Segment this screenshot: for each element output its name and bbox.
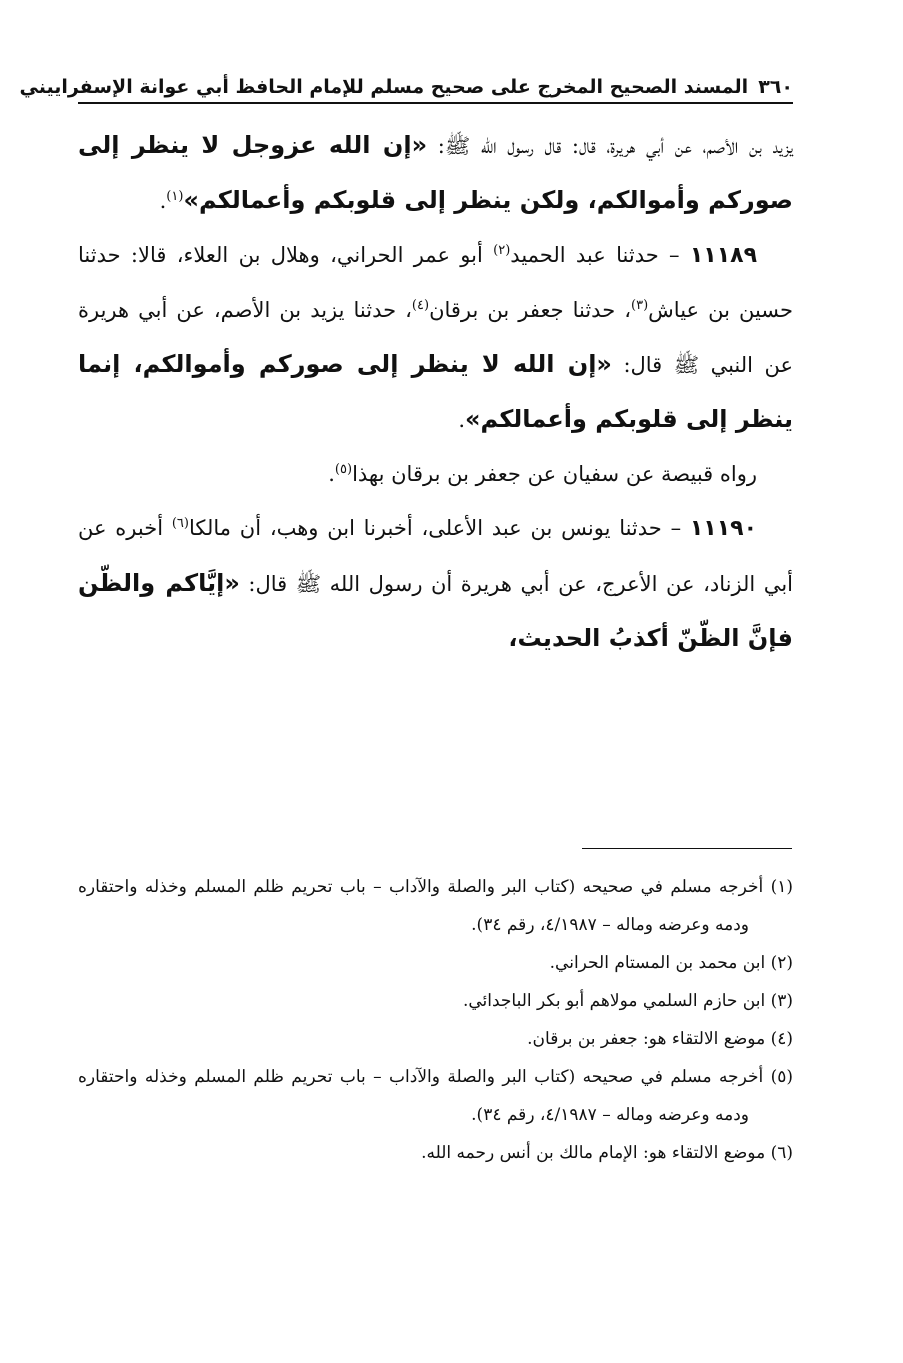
punctuation: . [328, 462, 335, 486]
page-number: ٣٦٠ [758, 76, 793, 98]
punctuation: . [159, 189, 167, 213]
running-header [19, 60, 793, 104]
paragraph-3 [78, 447, 793, 501]
footnote-3: (٣) ابن حازم السلمي مولاهم أبو بكر الباجدائي. [462, 991, 793, 1011]
hadith-quote: «إن الله عزوجل لا ينظر إلى صوركم وأموالكم، ولكن ينظر إلى قلوبكم وأعمالكم» [78, 131, 793, 214]
footnote-ref: (٤) [411, 298, 430, 313]
paragraph-4 [78, 501, 793, 666]
main-text [78, 118, 793, 666]
footnotes [78, 868, 793, 1172]
footnote-ref: (٦) [171, 516, 189, 531]
narration-text: أخبره عن أبي الزناد، عن الأعرج، عن أبي هريرة أن رسول الله ﷺ قال: [78, 516, 793, 596]
hadith-quote: «إن الله لا ينظر إلى صوركم وأموالكم، إنما ينظر إلى قلوبكم وأعمالكم» [78, 350, 793, 433]
footnote-2: (٢) ابن محمد بن المستام الحراني. [549, 953, 793, 973]
hadith-number: ١١١٨٩ [689, 243, 757, 268]
narration-text: – حدثنا عبد الحميد [510, 243, 690, 267]
hadith-number: ١١١٩٠ [689, 516, 757, 541]
narration-text: أبو عمر الحراني، وهلال بن العلاء، قالا: حدثنا حسين بن عياش [78, 243, 793, 322]
footnote-4: (٤) موضع الالتقاء هو: جعفر بن برقان. [527, 1029, 793, 1049]
paragraph-2 [78, 228, 793, 447]
footnote-1: (١) أخرجه مسلم في صحيحه (كتاب البر والصلة والآداب – باب تحريم ظلم المسلم وخذله واحتقاره ودمه وعرضه وماله – ٤/١٩٨٧، رقم ٣٤). [78, 877, 793, 935]
footnote-6: (٦) موضع الالتقاء هو: الإمام مالك بن أنس رحمه الله. [421, 1143, 793, 1163]
hadith-quote: «إيَّاكم والظّن فإنَّ الظّنّ أكذبُ الحديث، [78, 569, 793, 652]
footnote-ref: (١) [166, 189, 184, 204]
footnote-ref: (٥) [334, 462, 353, 477]
footnote-separator [582, 848, 792, 849]
footnote-5: (٥) أخرجه مسلم في صحيحه (كتاب البر والصلة والآداب – باب تحريم ظلم المسلم وخذله واحتقاره ودمه وعرضه وماله – ٤/١٩٨٧، رقم ٣٤). [78, 1067, 793, 1125]
paragraph-1 [78, 118, 793, 228]
narration-text: رواه قبيصة عن سفيان عن جعفر بن برقان بهذا [352, 462, 757, 486]
page [19, 60, 794, 666]
footnote-ref: (٣) [631, 298, 649, 313]
punctuation: . [458, 408, 466, 432]
narration-text: ، حدثنا يزيد بن الأصم، عن أبي هريرة عن النبي ﷺ قال: [78, 298, 794, 377]
footnote-ref: (٢) [493, 243, 511, 258]
narration-text: ، حدثنا جعفر بن برقان [429, 298, 632, 322]
book-title: المسند الصحيح المخرج على صحيح مسلم للإمام الحافظ أبي عوانة الإسفراييني [19, 76, 749, 98]
narration-text: – حدثنا يونس بن عبد الأعلى، أخبرنا ابن وهب، أن مالكا [188, 516, 690, 540]
narration-text: يزيد بن الأصم، عن أبي هريرة، قال: قال رسول الله ﷺ: [427, 134, 793, 158]
